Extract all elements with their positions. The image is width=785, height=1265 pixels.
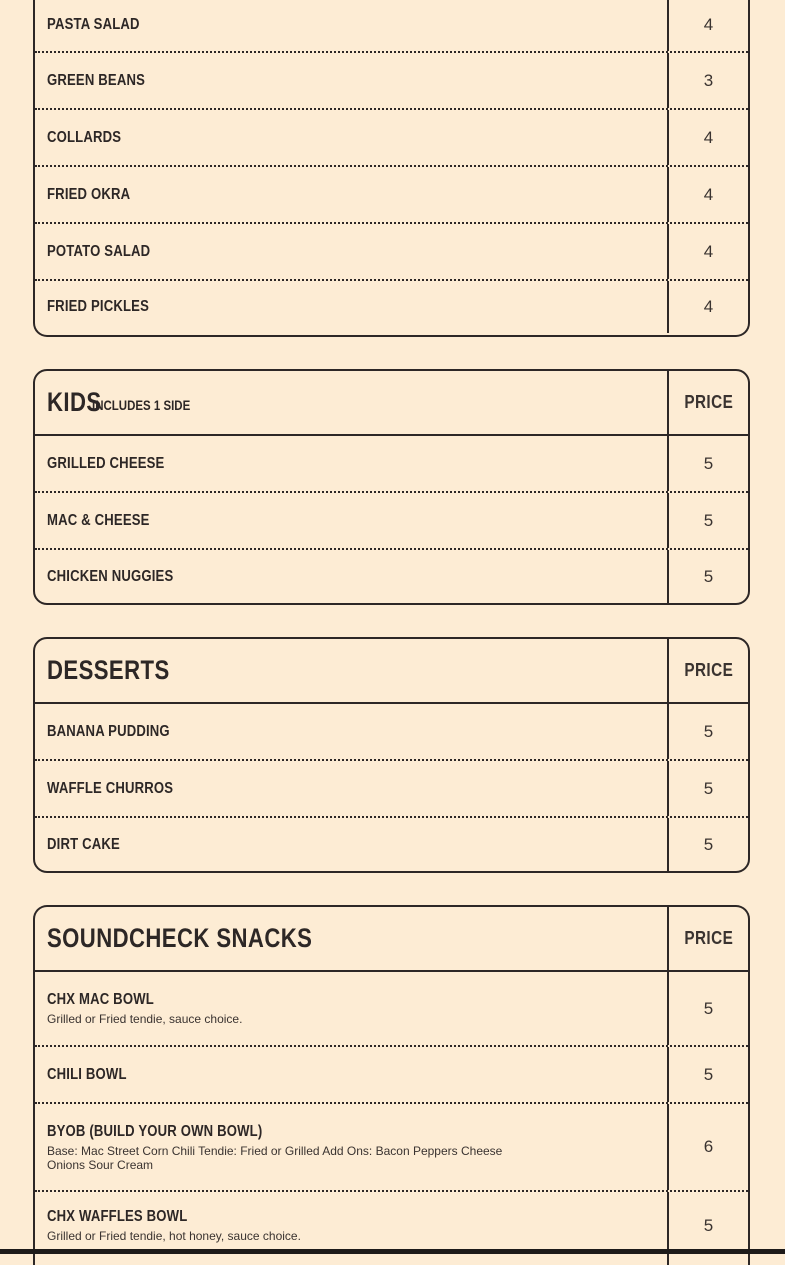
item-name: MAC & CHEESE	[47, 511, 150, 529]
item-price: 5	[703, 721, 714, 741]
menu-row	[35, 548, 748, 603]
item-name: PASTA SALAD	[47, 15, 140, 33]
section-subtitle: INCLUDES 1 SIDE	[91, 396, 190, 413]
menu-row	[35, 279, 748, 333]
menu-row	[35, 0, 748, 51]
sides-table	[33, 0, 750, 337]
item-price: 5	[703, 778, 714, 798]
item-name: CHICKEN NUGGIES	[47, 567, 174, 585]
item-price: 4	[703, 184, 714, 204]
item-price: 5	[703, 453, 714, 473]
desserts-table	[33, 637, 750, 873]
item-name: GREEN BEANS	[47, 71, 146, 89]
section-title: KIDS	[47, 387, 102, 417]
item-name: POTATO SALAD	[47, 242, 151, 260]
bottom-edge	[0, 1249, 785, 1254]
menu-row	[35, 108, 748, 165]
item-description: Base: Mac Street Corn Chili Tendie: Fried or Grilled Add Ons: Bacon Peppers Cheese Onions Sour Cream	[47, 1143, 503, 1172]
menu-row	[35, 702, 748, 759]
item-name: FRIED OKRA	[47, 185, 131, 203]
item-price: 6	[703, 1137, 714, 1156]
item-name: BANANA PUDDING	[47, 722, 170, 740]
item-name: BYOB (BUILD YOUR OWN BOWL)	[47, 1122, 263, 1140]
menu-row	[35, 1102, 748, 1190]
price-header: PRICE	[684, 928, 733, 948]
item-name: FRIED PICKLES	[47, 298, 150, 315]
menu-row	[35, 816, 748, 871]
menu-row	[35, 1045, 748, 1102]
item-price: 5	[703, 1064, 714, 1084]
item-name: CHILI BOWL	[47, 1065, 127, 1083]
item-description: Grilled or Fried tendie, hot honey, sauce choice.	[47, 1229, 301, 1243]
kids-header	[35, 371, 748, 434]
item-name: COLLARDS	[47, 128, 122, 146]
desserts-header	[35, 639, 748, 702]
snacks-header	[35, 907, 748, 970]
menu-row	[35, 222, 748, 279]
item-price: 4	[703, 241, 714, 261]
item-price: 5	[703, 566, 714, 586]
item-price: 4	[703, 127, 714, 147]
item-name: WAFFLE CHURROS	[47, 779, 174, 797]
snacks-table	[33, 905, 750, 1265]
price-header: PRICE	[684, 392, 733, 412]
item-description: Grilled or Fried tendie, sauce choice.	[47, 1012, 243, 1026]
item-price: 5	[703, 834, 714, 854]
menu-row	[35, 51, 748, 108]
item-name: GRILLED CHEESE	[47, 454, 165, 472]
kids-table	[33, 369, 750, 605]
item-price: 4	[703, 297, 714, 316]
item-name: CHX MAC BOWL	[47, 991, 154, 1008]
menu-row	[35, 434, 748, 491]
price-header: PRICE	[684, 660, 733, 680]
item-price: 5	[703, 1216, 714, 1235]
menu-row	[35, 165, 748, 222]
section-title: DESSERTS	[47, 655, 170, 685]
menu-row	[35, 491, 748, 548]
item-name: DIRT CAKE	[47, 835, 120, 853]
item-name: CHX WAFFLES BOWL	[47, 1208, 188, 1225]
section-title: SOUNDCHECK SNACKS	[47, 923, 313, 953]
item-price: 4	[703, 14, 714, 34]
item-price: 3	[703, 70, 714, 90]
item-price: 5	[703, 998, 714, 1018]
menu-row	[35, 759, 748, 816]
menu-row	[35, 970, 748, 1045]
item-price: 5	[703, 510, 714, 530]
